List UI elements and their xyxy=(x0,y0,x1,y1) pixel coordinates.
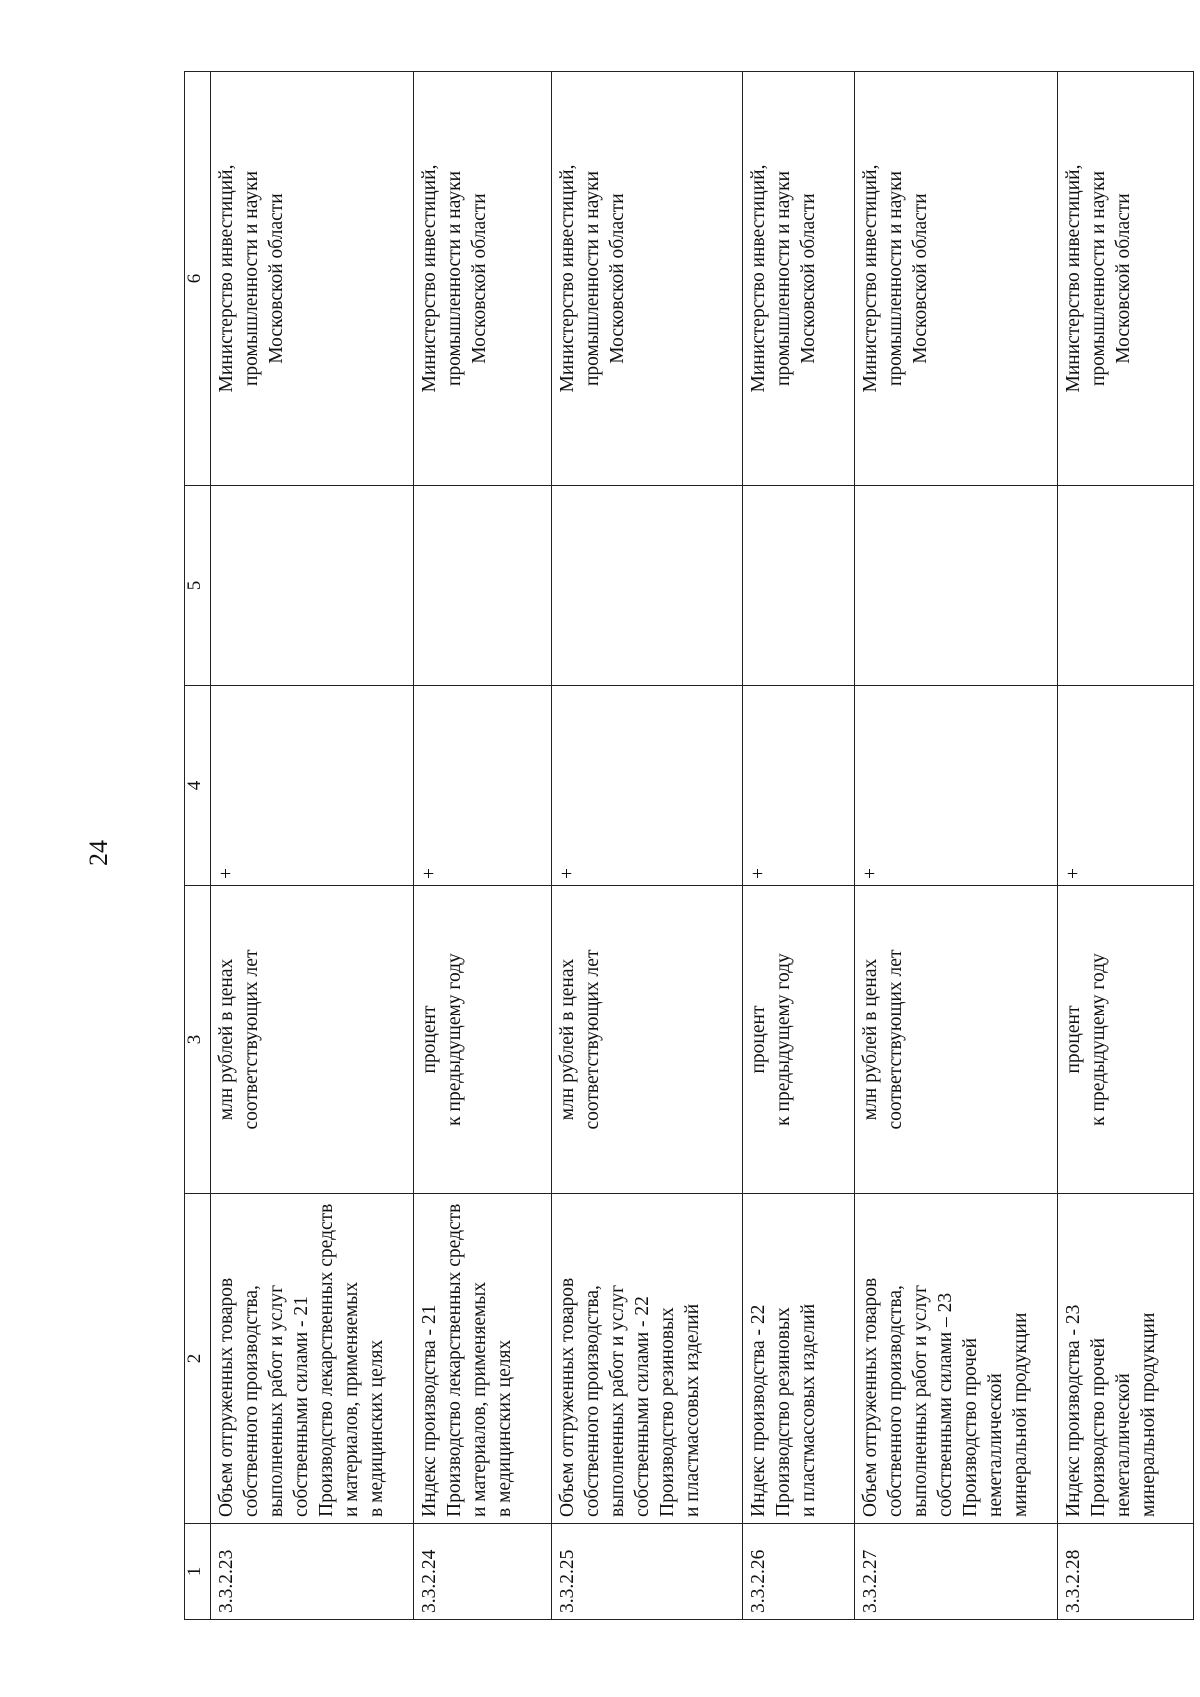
row-number: 3.3.2.23 xyxy=(210,1524,414,1620)
unit-of-measure xyxy=(210,886,414,1194)
table-row xyxy=(210,72,414,1620)
org-line: Московской области xyxy=(798,193,820,364)
responsible-organization xyxy=(210,72,414,486)
table-row xyxy=(1058,72,1194,1620)
desc-line: собственного производства, xyxy=(240,1285,262,1517)
unit-of-measure xyxy=(743,886,854,1194)
unit-line: к предыдущему году xyxy=(444,953,466,1126)
unit-line: соответствующих лет xyxy=(240,949,262,1130)
column-5-mark xyxy=(552,486,743,686)
indicator-description xyxy=(552,1194,743,1524)
desc-line: и материалов, применяемых xyxy=(340,1281,362,1517)
desc-line: Производство резиновых xyxy=(773,1307,795,1517)
unit-line: млн рублей в ценах xyxy=(859,958,881,1121)
column-5-mark xyxy=(414,486,552,686)
org-line: Министерство инвестиций, xyxy=(748,164,770,393)
desc-line: Объем отгруженных товаров xyxy=(215,1277,237,1517)
desc-line: Объем отгруженных товаров xyxy=(557,1277,579,1517)
page-number: 24 xyxy=(84,840,113,866)
desc-line: выполненных работ и услуг xyxy=(265,1284,287,1517)
unit-line: млн рублей в ценах xyxy=(215,958,237,1121)
unit-line: процент xyxy=(419,1005,441,1074)
column-5-mark xyxy=(210,486,414,686)
desc-line: Производство резиновых xyxy=(657,1307,679,1517)
column-4-mark: + xyxy=(414,686,552,886)
desc-line: Производство лекарственных средств xyxy=(444,1203,466,1517)
row-number: 3.3.2.24 xyxy=(414,1524,552,1620)
org-line: промышленности и науки xyxy=(1088,170,1110,387)
indicator-description xyxy=(414,1194,552,1524)
column-4-mark: + xyxy=(743,686,854,886)
unit-line: к предыдущему году xyxy=(1088,953,1110,1126)
header-cell-3: 3 xyxy=(185,886,211,1194)
unit-line: млн рублей в ценах xyxy=(557,958,579,1121)
column-5-mark xyxy=(1058,486,1194,686)
desc-line: Индекс производства - 22 xyxy=(748,1304,770,1517)
desc-line: собственными силами – 23 xyxy=(934,1292,956,1517)
org-line: промышленности и науки xyxy=(884,170,906,387)
column-4-mark: + xyxy=(1058,686,1194,886)
org-line: Московской области xyxy=(909,193,931,364)
desc-line: и пластмассовых изделий xyxy=(682,1303,704,1517)
header-cell-6: 6 xyxy=(185,72,211,486)
desc-line: Объем отгруженных товаров xyxy=(859,1277,881,1517)
desc-line: собственного производства, xyxy=(582,1285,604,1517)
table-row xyxy=(743,72,854,1620)
row-number: 3.3.2.26 xyxy=(743,1524,854,1620)
column-4-mark: + xyxy=(210,686,414,886)
indicator-description xyxy=(210,1194,414,1524)
header-cell-1: 1 xyxy=(185,1524,211,1620)
org-line: промышленности и науки xyxy=(444,170,466,387)
org-line: Министерство инвестиций, xyxy=(1063,164,1085,393)
unit-line: соответствующих лет xyxy=(582,949,604,1130)
column-5-mark xyxy=(743,486,854,686)
org-line: Министерство инвестиций, xyxy=(419,164,441,393)
org-line: Московской области xyxy=(607,193,629,364)
row-number: 3.3.2.28 xyxy=(1058,1524,1194,1620)
table-row xyxy=(414,72,552,1620)
org-line: Московской области xyxy=(265,193,287,364)
org-line: Министерство инвестиций, xyxy=(859,164,881,393)
unit-of-measure xyxy=(854,886,1058,1194)
unit-line: процент xyxy=(1063,1005,1085,1074)
desc-line: Производство прочей неметаллической xyxy=(959,1337,1006,1517)
desc-line: минеральной продукции xyxy=(1009,1312,1031,1517)
unit-line: соответствующих лет xyxy=(884,949,906,1130)
desc-line: Индекс производства - 23 xyxy=(1063,1304,1085,1517)
desc-line: собственными силами - 22 xyxy=(632,1296,654,1517)
unit-of-measure xyxy=(552,886,743,1194)
desc-line: Производство прочей неметаллической xyxy=(1088,1337,1135,1517)
table-row xyxy=(552,72,743,1620)
unit-line: к предыдущему году xyxy=(773,953,795,1126)
indicator-description xyxy=(743,1194,854,1524)
row-number: 3.3.2.25 xyxy=(552,1524,743,1620)
desc-line: в медицинских целях xyxy=(365,1339,387,1517)
header-cell-2: 2 xyxy=(185,1194,211,1524)
header-cell-5: 5 xyxy=(185,486,211,686)
row-number: 3.3.2.27 xyxy=(854,1524,1058,1620)
indicators-table xyxy=(184,71,1194,1620)
responsible-organization xyxy=(1058,72,1194,486)
column-4-mark: + xyxy=(854,686,1058,886)
indicator-description xyxy=(854,1194,1058,1524)
indicator-description xyxy=(1058,1194,1194,1524)
desc-line: выполненных работ и услуг xyxy=(607,1284,629,1517)
responsible-organization xyxy=(414,72,552,486)
desc-line: и материалов, применяемых xyxy=(469,1281,491,1517)
desc-line: Индекс производства - 21 xyxy=(419,1304,441,1517)
org-line: Московской области xyxy=(1113,193,1135,364)
org-line: Министерство инвестиций, xyxy=(215,164,237,393)
org-line: промышленности и науки xyxy=(240,170,262,387)
desc-line: в медицинских целях xyxy=(494,1339,516,1517)
desc-line: собственного производства, xyxy=(884,1285,906,1517)
unit-line: процент xyxy=(748,1005,770,1074)
desc-line: собственными силами - 21 xyxy=(290,1296,312,1517)
desc-line: выполненных работ и услуг xyxy=(909,1284,931,1517)
unit-of-measure xyxy=(414,886,552,1194)
org-line: промышленности и науки xyxy=(773,170,795,387)
table-row xyxy=(854,72,1058,1620)
unit-of-measure xyxy=(1058,886,1194,1194)
rotated-table-wrapper xyxy=(184,72,1194,1620)
column-number-row xyxy=(185,72,211,1620)
header-cell-4: 4 xyxy=(185,686,211,886)
org-line: промышленности и науки xyxy=(582,170,604,387)
column-5-mark xyxy=(854,486,1058,686)
responsible-organization xyxy=(552,72,743,486)
desc-line: минеральной продукции xyxy=(1138,1312,1160,1517)
org-line: Министерство инвестиций, xyxy=(557,164,579,393)
org-line: Московской области xyxy=(469,193,491,364)
desc-line: и пластмассовых изделий xyxy=(798,1303,820,1517)
responsible-organization xyxy=(743,72,854,486)
desc-line: Производство лекарственных средств xyxy=(315,1203,337,1517)
responsible-organization xyxy=(854,72,1058,486)
column-4-mark: + xyxy=(552,686,743,886)
